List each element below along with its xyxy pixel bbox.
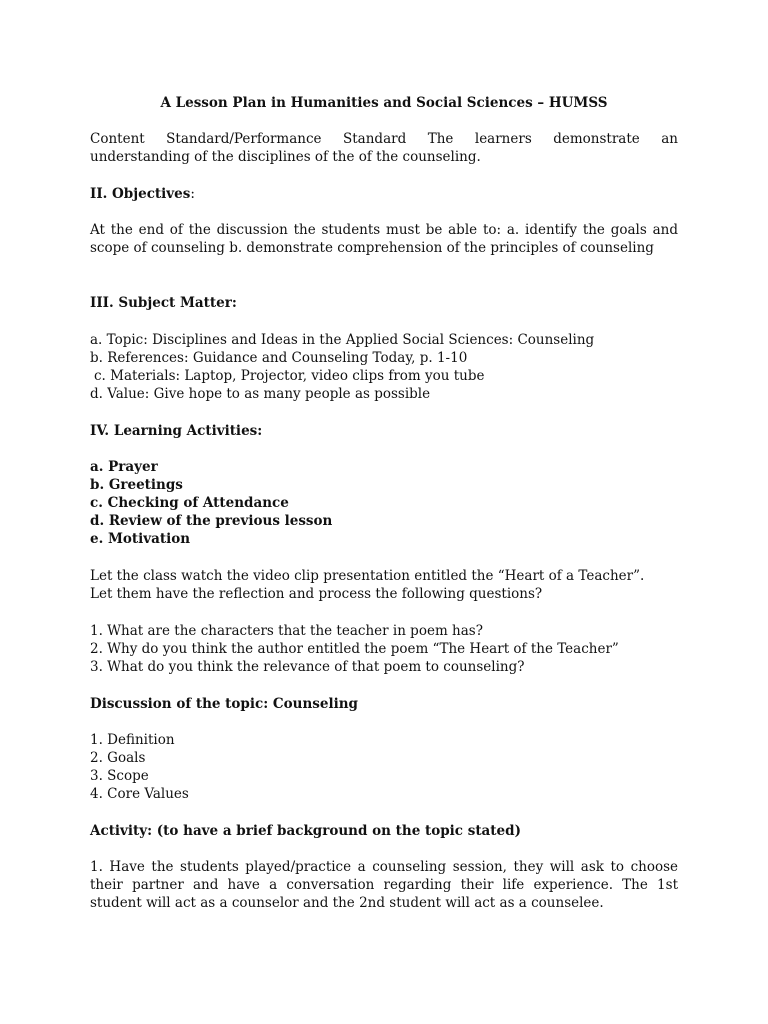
- question-item: 2. Why do you think the author entitled the poem “The Heart of the Teacher”: [90, 641, 619, 657]
- content-standard-paragraph: Content Standard/Performance Standard The learners demonstrate an understanding of the disciplines of the of the counseling.: [90, 131, 678, 165]
- objectives-heading: II. Objectives: [90, 186, 191, 202]
- question-item: 3. What do you think the relevance of that poem to counseling?: [90, 659, 525, 675]
- discussion-item: 2. Goals: [90, 750, 146, 766]
- subject-matter-item-value: d. Value: Give hope to as many people as possible: [90, 386, 431, 402]
- discussion-item: 4. Core Values: [90, 786, 189, 802]
- activity-item-greetings: b. Greetings: [90, 477, 183, 493]
- activity-item-review: d. Review of the previous lesson: [90, 513, 333, 529]
- discussion-list: [90, 731, 678, 803]
- motivation-line: Let the class watch the video clip presentation entitled the “Heart of a Teacher”.: [90, 568, 645, 584]
- subject-matter-item-references: b. References: Guidance and Counseling Today, p. 1-10: [90, 350, 468, 366]
- subject-matter-item-topic: a. Topic: Disciplines and Ideas in the Applied Social Sciences: Counseling: [90, 332, 595, 348]
- questions-list: [90, 622, 678, 676]
- objectives-paragraph: At the end of the discussion the students must be able to: a. identify the goals and scope of counseling b. demonstrate comprehension of the principles of counseling: [90, 222, 678, 256]
- learning-activities-heading: IV. Learning Activities:: [90, 423, 263, 439]
- learning-activities-list: [90, 458, 678, 548]
- subject-matter-list: [90, 331, 678, 403]
- discussion-item: 3. Scope: [90, 768, 149, 784]
- motivation-line: Let them have the reflection and process the following questions?: [90, 586, 543, 602]
- objectives-heading-line: [90, 185, 678, 203]
- motivation-paragraph: [90, 567, 678, 603]
- activity-item-attendance: c. Checking of Attendance: [90, 495, 289, 511]
- activity-heading: Activity: (to have a brief background on the topic stated): [90, 823, 521, 839]
- page-title: A Lesson Plan in Humanities and Social Sciences – HUMSS: [160, 95, 608, 111]
- activity-paragraph: 1. Have the students played/practice a counseling session, they will ask to choose their partner and have a conversation regarding their life experience. The 1st student will act as a counselor and the 2nd student will act as a counselee.: [90, 859, 678, 911]
- subject-matter-item-materials: c. Materials: Laptop, Projector, video clips from you tube: [94, 368, 485, 384]
- subject-matter-heading: III. Subject Matter:: [90, 295, 237, 311]
- question-item: 1. What are the characters that the teacher in poem has?: [90, 623, 483, 639]
- objectives-colon: :: [190, 186, 195, 202]
- activity-item-motivation: e. Motivation: [90, 531, 191, 547]
- discussion-heading: Discussion of the topic: Counseling: [90, 696, 358, 712]
- discussion-item: 1. Definition: [90, 732, 175, 748]
- activity-item-prayer: a. Prayer: [90, 459, 158, 475]
